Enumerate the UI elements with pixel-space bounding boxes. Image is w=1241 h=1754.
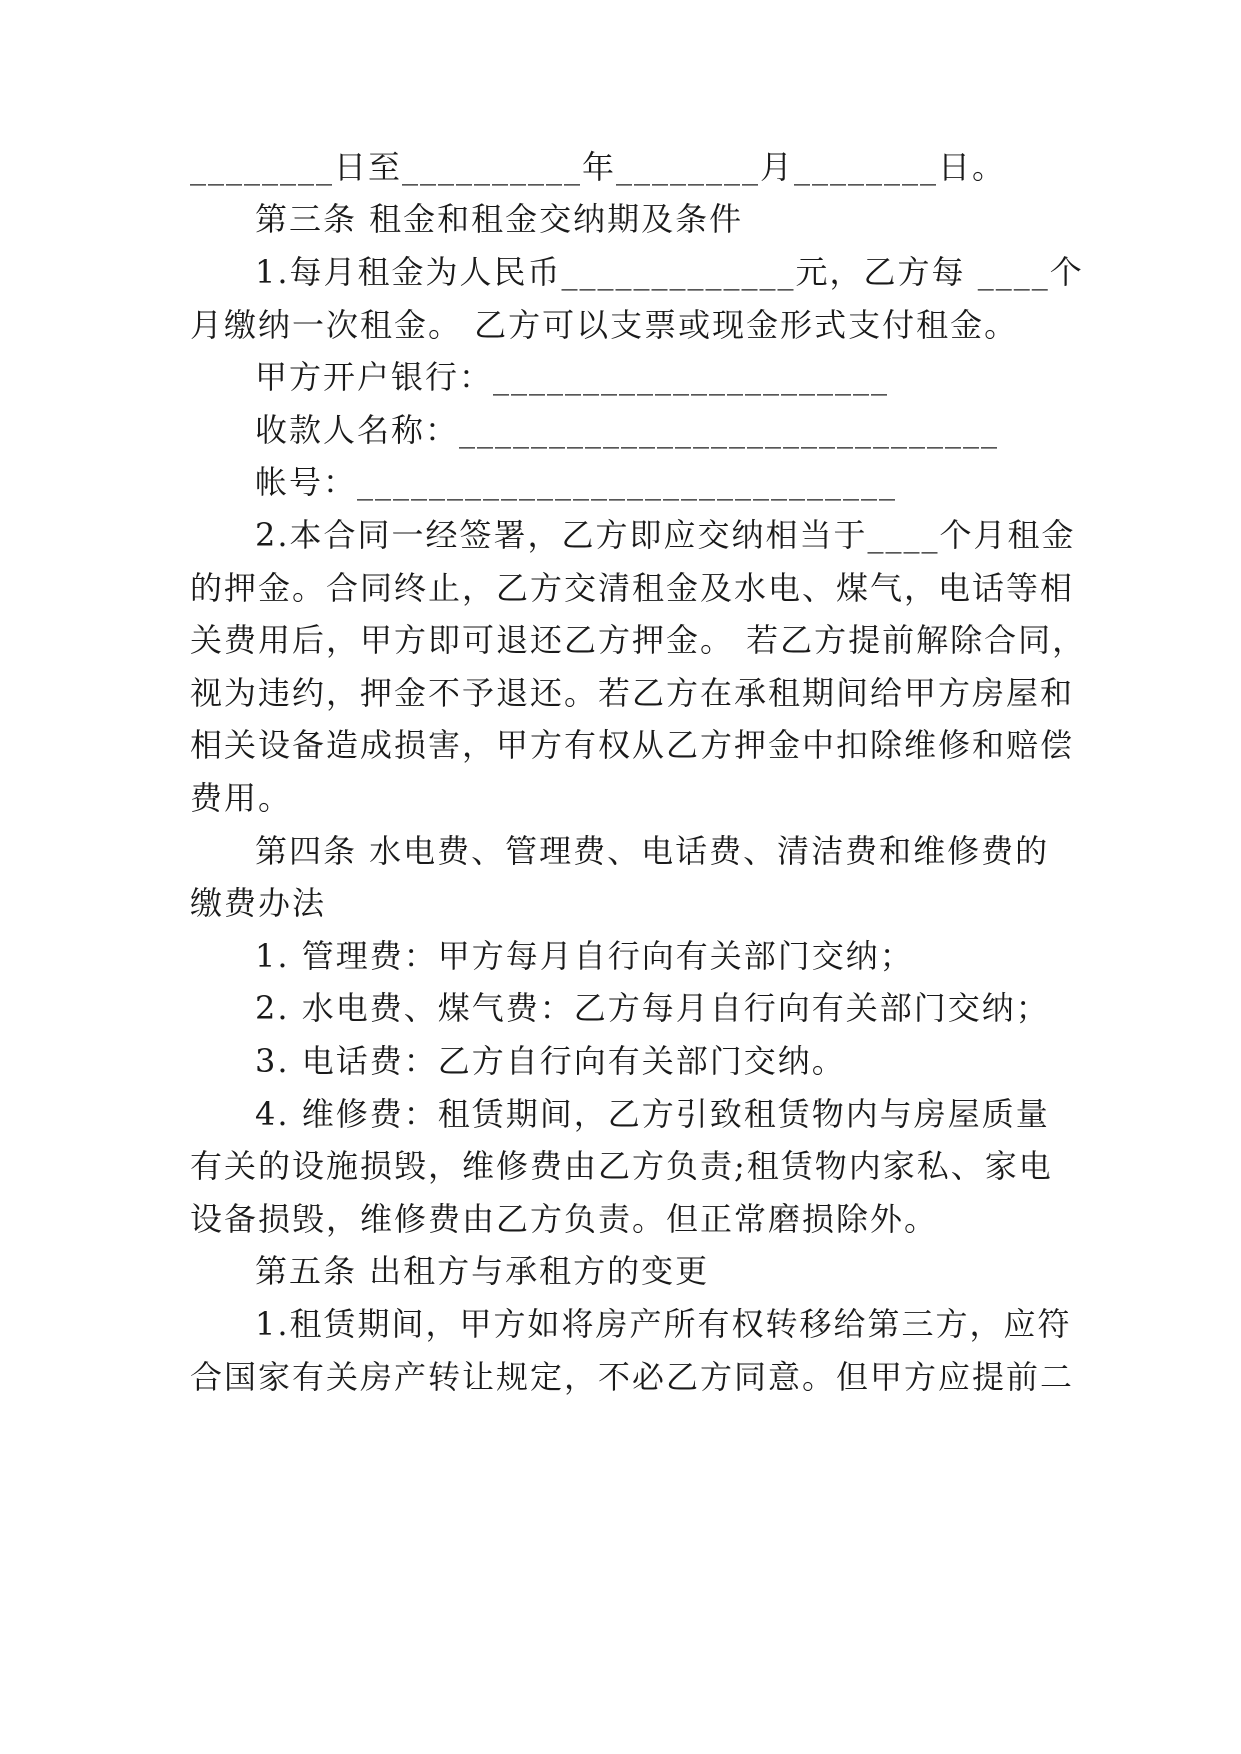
article-3-heading: 第三条 租金和租金交纳期及条件 (255, 200, 744, 238)
transfer-paragraph-line-1: 1.租赁期间，甲方如将房产所有权转移给第三方，应符 (255, 1305, 1072, 1343)
transfer-paragraph-line-2: 合国家有关房产转让规定，不必乙方同意。但甲方应提前二 (190, 1358, 1075, 1396)
management-fee-item: 1. 管理费：甲方每月自行向有关部门交纳； (255, 937, 914, 975)
rent-amount-line: 1.每月租金为人民币_____________元，乙方每 ____个 (255, 253, 1084, 291)
deposit-paragraph-line-1: 2.本合同一经签署，乙方即应交纳相当于____个月租金 (255, 516, 1076, 554)
deposit-paragraph-line-4: 视为违约，押金不予退还。若乙方在承租期间给甲方房屋和 (190, 674, 1075, 712)
deposit-paragraph-line-6: 费用。 (190, 779, 293, 817)
deposit-paragraph-line-3: 关费用后，甲方即可退还乙方押金。 若乙方提前解除合同， (190, 621, 1087, 659)
phone-fee-item: 3. 电话费：乙方自行向有关部门交纳。 (255, 1042, 846, 1080)
repair-fee-line-2: 有关的设施损毁，维修费由乙方负责;租赁物内家私、家电 (190, 1147, 1053, 1185)
repair-fee-line-1: 4. 维修费：租赁期间，乙方引致租赁物内与房屋质量 (255, 1095, 1050, 1133)
repair-fee-line-3: 设备损毁，维修费由乙方负责。但正常磨损除外。 (190, 1200, 939, 1238)
article-4-heading-line-2: 缴费办法 (190, 884, 327, 922)
date-range-line: ________日至__________年________月________日。 (190, 148, 1007, 186)
deposit-paragraph-line-5: 相关设备造成损害，甲方有权从乙方押金中扣除维修和赔偿 (190, 726, 1075, 764)
payee-field-line: 收款人名称：______________________________ (255, 411, 1000, 449)
deposit-paragraph-line-2: 的押金。合同终止，乙方交清租金及水电、煤气，电话等相 (190, 569, 1075, 607)
account-field-line: 帐号：______________________________ (255, 463, 898, 501)
utilities-fee-item: 2. 水电费、煤气费：乙方每月自行向有关部门交纳； (255, 989, 1050, 1027)
article-4-heading-line-1: 第四条 水电费、管理费、电话费、清洁费和维修费的 (255, 832, 1050, 870)
bank-field-line: 甲方开户银行：______________________ (255, 358, 890, 396)
article-5-heading: 第五条 出租方与承租方的变更 (255, 1252, 710, 1290)
rent-payment-line: 月缴纳一次租金。 乙方可以支票或现金形式支付租金。 (190, 306, 1019, 344)
